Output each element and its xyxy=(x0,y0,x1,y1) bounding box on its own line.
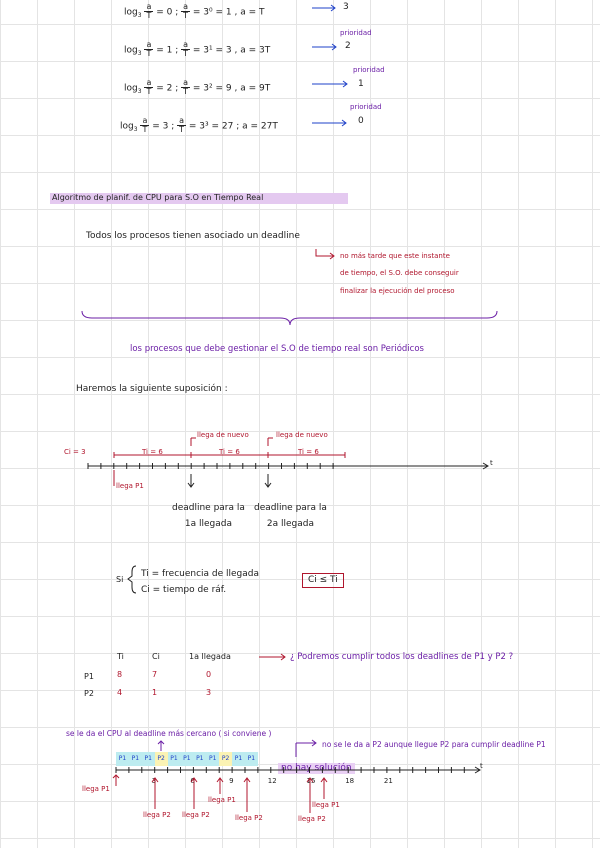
gantt-chart xyxy=(116,752,258,766)
definitions-prefix: Si xyxy=(116,575,124,584)
table-header: Ci xyxy=(152,652,160,661)
deadline-definition-line: no más tarde que este instante xyxy=(340,252,450,260)
gantt-arrival-label: llega P2 xyxy=(235,814,263,822)
priority-label: prioridad xyxy=(340,29,372,37)
gantt-arrival-arrow xyxy=(244,778,250,812)
gantt-tick-label: 3 xyxy=(151,777,157,785)
deadline-definition-line: finalizar la ejecución del proceso xyxy=(340,287,455,295)
deadline-2-label: deadline para la 2a llegada xyxy=(254,503,327,529)
period-label: Ti = 6 xyxy=(142,448,163,456)
table-cell: 0 xyxy=(206,670,212,679)
arrive-again-label: llega de nuevo xyxy=(197,431,249,439)
constraint-box: Ci ≤ Ti xyxy=(302,573,344,588)
priority-value: 2 xyxy=(345,41,351,51)
priority-label: prioridad xyxy=(350,103,382,111)
definition-ti: Ti = frecuencia de llegada xyxy=(141,569,260,579)
gantt-tick-label: 15 xyxy=(306,777,316,785)
table-cell: 1 xyxy=(152,688,158,697)
gantt-cell: P1 xyxy=(129,752,142,766)
arrive-again-label: llega de nuevo xyxy=(276,431,328,439)
no-solution-label: no hay solución xyxy=(278,763,355,774)
table-header: 1a llegada xyxy=(189,652,231,661)
log-row: $\log_3$ $\frac{a}{T}$ = 1 ; $\frac{a}{T}$ = 3¹ = 3 , a = 3T xyxy=(124,40,271,59)
deadline-question: ¿ Podremos cumplir todos los deadlines de P1 y P2 ? xyxy=(290,652,514,662)
deadline-intro: Todos los procesos tienen asociado un deadline xyxy=(86,231,300,241)
gantt-cell: P2 xyxy=(155,752,168,766)
gantt-arrival-arrow xyxy=(113,775,119,786)
gantt-arrival-label: llega P2 xyxy=(182,811,210,819)
axis-end-label: t xyxy=(480,762,483,770)
gantt-cell: P1 xyxy=(232,752,245,766)
gantt-cell: P2 xyxy=(219,752,232,766)
ci-label: Ci = 3 xyxy=(64,448,86,456)
log-row: $\log_3$ $\frac{a}{T}$ = 3 ; $\frac{a}{T}$ = 3³ = 27 ; a = 27T xyxy=(120,116,278,135)
gantt-arrival-arrow xyxy=(321,778,327,799)
gantt-tick-label: 12 xyxy=(267,777,277,785)
gantt-cell: P1 xyxy=(193,752,206,766)
periodic-statement: los procesos que debe gestionar el S.O de tiempo real son Periódicos xyxy=(130,344,424,354)
gantt-cell: P1 xyxy=(142,752,155,766)
priority-value: 0 xyxy=(358,116,364,126)
gantt-tick-label: 18 xyxy=(345,777,355,785)
table-cell: 8 xyxy=(117,670,123,679)
gantt-cell: P1 xyxy=(116,752,129,766)
table-cell: 7 xyxy=(152,670,158,679)
priority-value: 3 xyxy=(343,2,349,12)
table-cell: 4 xyxy=(117,688,123,697)
gantt-arrival-label: llega P2 xyxy=(143,811,171,819)
assumption-text: Haremos la siguiente suposición : xyxy=(76,384,228,394)
period-label: Ti = 6 xyxy=(219,448,240,456)
gantt-cell: P1 xyxy=(206,752,219,766)
section-title: Algoritmo de planif. de CPU para S.O en Tiempo Real xyxy=(50,193,348,204)
gantt-arrival-label: llega P2 xyxy=(298,815,326,823)
gantt-cell: P1 xyxy=(180,752,193,766)
priority-label: prioridad xyxy=(353,66,385,74)
table-cell: 3 xyxy=(206,688,212,697)
log-row: $\log_3$ $\frac{a}{T}$ = 0 ; $\frac{a}{T}$ = 3⁰ = 1 , a = T xyxy=(124,2,265,21)
gantt-arrival-arrow xyxy=(217,778,223,794)
gantt-arrival-label: llega P1 xyxy=(208,796,236,804)
table-row-name: P1 xyxy=(84,672,94,681)
table-header: Ti xyxy=(117,652,124,661)
period-label: Ti = 6 xyxy=(298,448,319,456)
deadline-1-label: deadline para la 1a llegada xyxy=(172,503,245,529)
priority-value: 1 xyxy=(358,79,364,89)
gantt-tick-label: 9 xyxy=(229,777,234,785)
gantt-arrival-label: llega P1 xyxy=(312,801,340,809)
log-row: $\log_3$ $\frac{a}{T}$ = 2 ; $\frac{a}{T}$ = 3² = 9 , a = 9T xyxy=(124,78,271,97)
gantt-cell: P1 xyxy=(245,752,258,766)
gantt-tick-label: 21 xyxy=(383,777,393,785)
definition-ci: Ci = tiempo de ráf. xyxy=(141,585,227,595)
arrive-first-label: llega P1 xyxy=(116,482,144,490)
axis-end-label: t xyxy=(490,459,493,467)
gantt-tick-label: 6 xyxy=(190,777,195,785)
gantt-arrival-p1: llega P1 xyxy=(82,785,110,793)
deadline-definition-line: de tiempo, el S.O. debe conseguir xyxy=(340,269,459,277)
gantt-cell: P1 xyxy=(168,752,181,766)
edf-rule: se le da el CPU al deadline más cercano ( si conviene ) xyxy=(66,729,272,738)
edf-note: no se le da a P2 aunque llegue P2 para cumplir deadline P1 xyxy=(322,740,546,749)
table-row-name: P2 xyxy=(84,689,94,698)
